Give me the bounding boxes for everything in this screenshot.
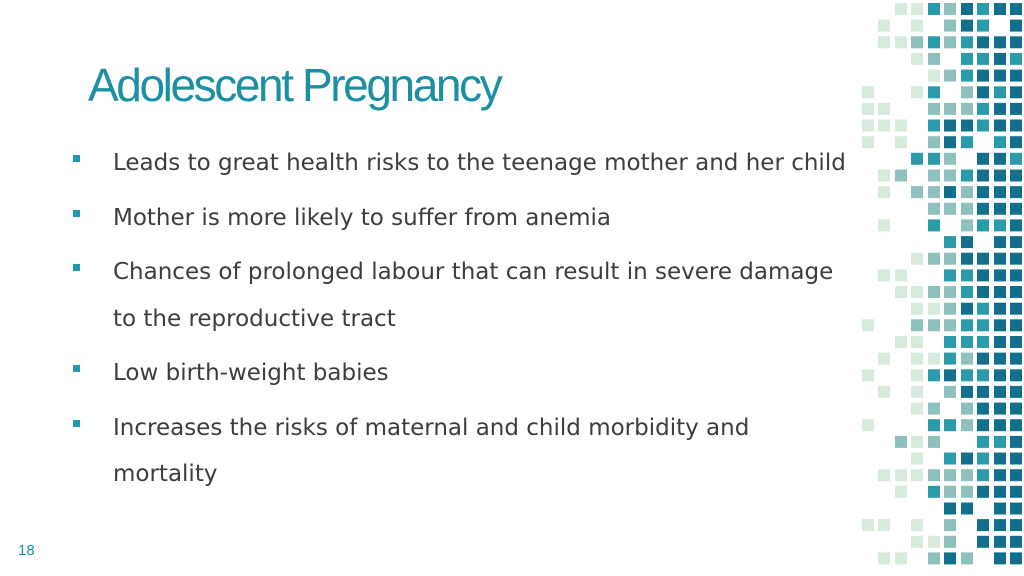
mosaic-tile xyxy=(928,136,940,148)
mosaic-tile xyxy=(944,120,956,132)
mosaic-tile xyxy=(961,403,973,415)
mosaic-tile xyxy=(878,353,890,365)
mosaic-tile xyxy=(928,419,940,431)
mosaic-tile xyxy=(928,319,940,331)
mosaic-tile xyxy=(928,469,940,481)
mosaic-tile xyxy=(911,403,923,415)
mosaic-tile xyxy=(977,70,989,82)
mosaic-tile xyxy=(994,103,1006,115)
mosaic-tile xyxy=(1010,236,1022,248)
mosaic-tile xyxy=(961,319,973,331)
mosaic-tile xyxy=(1010,203,1022,215)
mosaic-tile xyxy=(977,403,989,415)
mosaic-tile xyxy=(895,136,907,148)
mosaic-tile xyxy=(994,136,1006,148)
mosaic-tile xyxy=(961,36,973,48)
mosaic-tile xyxy=(928,103,940,115)
mosaic-tile xyxy=(895,170,907,182)
mosaic-tile xyxy=(961,70,973,82)
mosaic-tile xyxy=(961,236,973,248)
mosaic-tile xyxy=(862,319,874,331)
mosaic-tile xyxy=(1010,3,1022,15)
mosaic-tile xyxy=(944,303,956,315)
mosaic-tile xyxy=(878,519,890,531)
mosaic-tile xyxy=(961,20,973,32)
mosaic-tile xyxy=(911,36,923,48)
mosaic-tile xyxy=(862,519,874,531)
mosaic-tile xyxy=(878,269,890,281)
mosaic-tile xyxy=(977,219,989,231)
mosaic-tile xyxy=(994,419,1006,431)
mosaic-tile xyxy=(944,286,956,298)
mosaic-tile xyxy=(961,486,973,498)
mosaic-tile xyxy=(944,70,956,82)
mosaic-tile xyxy=(944,103,956,115)
mosaic-tile xyxy=(1010,536,1022,548)
mosaic-tile xyxy=(928,486,940,498)
mosaic-tile xyxy=(928,253,940,265)
mosaic-tile xyxy=(994,86,1006,98)
mosaic-tile xyxy=(944,386,956,398)
mosaic-tile xyxy=(911,286,923,298)
mosaic-tile xyxy=(1010,469,1022,481)
mosaic-tile xyxy=(944,419,956,431)
mosaic-tile xyxy=(961,219,973,231)
mosaic-tile xyxy=(1010,120,1022,132)
mosaic-tile xyxy=(961,170,973,182)
mosaic-tile xyxy=(944,536,956,548)
mosaic-tile xyxy=(911,369,923,381)
mosaic-tile xyxy=(1010,353,1022,365)
mosaic-tile xyxy=(994,286,1006,298)
mosaic-tile xyxy=(944,269,956,281)
mosaic-tile xyxy=(911,153,923,165)
mosaic-tile xyxy=(961,120,973,132)
mosaic-tile xyxy=(944,20,956,32)
mosaic-tile xyxy=(977,86,989,98)
mosaic-tile xyxy=(944,336,956,348)
mosaic-tile xyxy=(911,519,923,531)
mosaic-tile xyxy=(928,369,940,381)
mosaic-tile xyxy=(928,186,940,198)
mosaic-tile xyxy=(862,103,874,115)
mosaic-tile xyxy=(977,469,989,481)
mosaic-tile xyxy=(994,186,1006,198)
mosaic-tile xyxy=(928,552,940,564)
bullet-text: Leads to great health risks to the teenage mother and her child xyxy=(113,150,846,176)
mosaic-tile xyxy=(944,453,956,465)
mosaic-tile xyxy=(928,3,940,15)
mosaic-tile xyxy=(944,486,956,498)
mosaic-tile xyxy=(911,303,923,315)
mosaic-tile xyxy=(878,219,890,231)
mosaic-tile xyxy=(895,436,907,448)
mosaic-tile xyxy=(878,469,890,481)
mosaic-tile xyxy=(961,186,973,198)
mosaic-tile xyxy=(977,536,989,548)
mosaic-tile xyxy=(994,153,1006,165)
mosaic-tile xyxy=(1010,136,1022,148)
mosaic-tile xyxy=(911,536,923,548)
mosaic-tile xyxy=(961,353,973,365)
mosaic-tile xyxy=(911,436,923,448)
mosaic-tile xyxy=(1010,319,1022,331)
page-number: 18 xyxy=(18,542,35,559)
mosaic-tile xyxy=(961,419,973,431)
mosaic-tile xyxy=(895,36,907,48)
mosaic-tile xyxy=(994,486,1006,498)
mosaic-tile xyxy=(928,219,940,231)
mosaic-tile xyxy=(1010,170,1022,182)
mosaic-tile xyxy=(928,536,940,548)
mosaic-tile xyxy=(928,203,940,215)
mosaic-tile xyxy=(1010,486,1022,498)
mosaic-tile xyxy=(911,86,923,98)
mosaic-tile xyxy=(961,253,973,265)
mosaic-tile xyxy=(895,120,907,132)
mosaic-tile xyxy=(994,503,1006,515)
mosaic-tile xyxy=(928,36,940,48)
mosaic-tile xyxy=(944,319,956,331)
mosaic-tile xyxy=(1010,186,1022,198)
mosaic-tile xyxy=(1010,86,1022,98)
mosaic-tile xyxy=(977,369,989,381)
mosaic-tile xyxy=(1010,436,1022,448)
mosaic-tile xyxy=(944,203,956,215)
mosaic-tile xyxy=(977,269,989,281)
mosaic-tile xyxy=(944,3,956,15)
mosaic-tile xyxy=(944,153,956,165)
mosaic-tile xyxy=(994,552,1006,564)
mosaic-tile xyxy=(911,20,923,32)
mosaic-tile xyxy=(944,136,956,148)
bullet-text: Increases the risks of maternal and child morbidity and mortality xyxy=(113,414,750,487)
mosaic-tile xyxy=(911,353,923,365)
mosaic-tile xyxy=(944,186,956,198)
mosaic-tile xyxy=(944,469,956,481)
mosaic-tile xyxy=(977,120,989,132)
mosaic-tile xyxy=(994,469,1006,481)
mosaic-tile xyxy=(994,3,1006,15)
mosaic-tile xyxy=(977,36,989,48)
mosaic-tile xyxy=(911,3,923,15)
mosaic-tile xyxy=(977,453,989,465)
mosaic-tile xyxy=(944,353,956,365)
mosaic-tile xyxy=(977,253,989,265)
mosaic-tile xyxy=(928,353,940,365)
mosaic-tile xyxy=(1010,552,1022,564)
mosaic-tile xyxy=(977,336,989,348)
mosaic-tile xyxy=(977,53,989,65)
mosaic-tile xyxy=(977,286,989,298)
mosaic-tile xyxy=(961,103,973,115)
mosaic-tile xyxy=(878,186,890,198)
mosaic-tile xyxy=(961,303,973,315)
mosaic-tile xyxy=(994,70,1006,82)
mosaic-tile xyxy=(862,86,874,98)
mosaic-tile xyxy=(944,236,956,248)
mosaic-tile xyxy=(878,552,890,564)
mosaic-tile xyxy=(994,319,1006,331)
mosaic-tile xyxy=(1010,403,1022,415)
mosaic-tile xyxy=(878,386,890,398)
mosaic-tile xyxy=(911,253,923,265)
mosaic-tile xyxy=(994,536,1006,548)
mosaic-tile xyxy=(944,36,956,48)
mosaic-tile xyxy=(961,336,973,348)
mosaic-tile xyxy=(895,486,907,498)
mosaic-tile xyxy=(961,552,973,564)
mosaic-tile xyxy=(961,503,973,515)
mosaic-tile xyxy=(928,53,940,65)
mosaic-tile xyxy=(895,286,907,298)
mosaic-tile xyxy=(994,236,1006,248)
mosaic-tile xyxy=(895,469,907,481)
mosaic-tile xyxy=(928,120,940,132)
mosaic-tile xyxy=(1010,336,1022,348)
bullet-text: Mother is more likely to suffer from anemia xyxy=(113,204,612,231)
mosaic-tile xyxy=(977,170,989,182)
mosaic-tile xyxy=(928,303,940,315)
mosaic-tile xyxy=(928,153,940,165)
mosaic-tile xyxy=(1010,386,1022,398)
mosaic-tile xyxy=(977,353,989,365)
mosaic-tile xyxy=(944,253,956,265)
mosaic-tile xyxy=(1010,36,1022,48)
mosaic-tile xyxy=(1010,103,1022,115)
mosaic-tile xyxy=(895,336,907,348)
mosaic-tile xyxy=(1010,303,1022,315)
mosaic-tile xyxy=(1010,70,1022,82)
mosaic-tile xyxy=(944,170,956,182)
mosaic-tile xyxy=(1010,53,1022,65)
mosaic-tile xyxy=(862,120,874,132)
mosaic-tile xyxy=(1010,369,1022,381)
mosaic-tile xyxy=(994,219,1006,231)
mosaic-tile xyxy=(961,286,973,298)
mosaic-tile xyxy=(977,103,989,115)
mosaic-tile xyxy=(1010,503,1022,515)
mosaic-tile xyxy=(878,120,890,132)
mosaic-tile xyxy=(994,386,1006,398)
mosaic-tile xyxy=(862,136,874,148)
mosaic-tile xyxy=(895,552,907,564)
mosaic-tile xyxy=(961,386,973,398)
mosaic-tile xyxy=(878,103,890,115)
mosaic-tile xyxy=(1010,269,1022,281)
mosaic-tile xyxy=(928,170,940,182)
mosaic-tile xyxy=(928,86,940,98)
mosaic-tile xyxy=(994,53,1006,65)
mosaic-tile xyxy=(994,170,1006,182)
mosaic-tile xyxy=(961,203,973,215)
mosaic-tile xyxy=(994,436,1006,448)
mosaic-tile xyxy=(977,436,989,448)
mosaic-tile xyxy=(911,336,923,348)
mosaic-tile xyxy=(977,319,989,331)
mosaic-tile xyxy=(1010,253,1022,265)
mosaic-tile xyxy=(961,3,973,15)
mosaic-tile xyxy=(977,20,989,32)
mosaic-tile xyxy=(977,203,989,215)
mosaic-tile xyxy=(944,369,956,381)
mosaic-tile xyxy=(961,369,973,381)
mosaic-tile xyxy=(1010,519,1022,531)
bullet-text: Low birth-weight babies xyxy=(113,360,389,386)
mosaic-tile xyxy=(1010,286,1022,298)
mosaic-tile xyxy=(1010,453,1022,465)
mosaic-tile xyxy=(977,419,989,431)
mosaic-tile xyxy=(961,136,973,148)
mosaic-tile xyxy=(944,519,956,531)
mosaic-tile xyxy=(928,286,940,298)
mosaic-tile xyxy=(961,453,973,465)
mosaic-tile xyxy=(895,3,907,15)
mosaic-tile xyxy=(961,269,973,281)
mosaic-tile xyxy=(961,53,973,65)
mosaic-tile xyxy=(961,469,973,481)
mosaic-tile xyxy=(911,186,923,198)
mosaic-tile xyxy=(878,36,890,48)
mosaic-tile xyxy=(994,269,1006,281)
mosaic-tile xyxy=(994,453,1006,465)
mosaic-tile xyxy=(977,519,989,531)
mosaic-tile xyxy=(895,269,907,281)
mosaic-tile xyxy=(1010,153,1022,165)
mosaic-tile xyxy=(1010,419,1022,431)
mosaic-tile xyxy=(994,253,1006,265)
mosaic-tile xyxy=(994,36,1006,48)
mosaic-tile xyxy=(977,486,989,498)
mosaic-tile xyxy=(977,386,989,398)
mosaic-tile xyxy=(878,20,890,32)
mosaic-tile xyxy=(911,53,923,65)
mosaic-tile xyxy=(994,353,1006,365)
mosaic-tile xyxy=(911,469,923,481)
mosaic-tile xyxy=(994,369,1006,381)
mosaic-tile xyxy=(928,403,940,415)
mosaic-tile xyxy=(862,419,874,431)
mosaic-tile xyxy=(1010,219,1022,231)
mosaic-tile xyxy=(928,70,940,82)
mosaic-tile xyxy=(994,519,1006,531)
mosaic-tile xyxy=(944,503,956,515)
mosaic-tile xyxy=(994,203,1006,215)
slide-title: Adolescent Pregnancy xyxy=(88,59,501,111)
bullet-text: Chances of prolonged labour that can result in severe damage to the reproductive tract xyxy=(113,259,834,332)
mosaic-tile xyxy=(977,186,989,198)
mosaic-tile xyxy=(977,153,989,165)
mosaic-tile xyxy=(878,170,890,182)
mosaic-tile xyxy=(944,552,956,564)
mosaic-tile xyxy=(911,386,923,398)
mosaic-tile xyxy=(977,303,989,315)
mosaic-tile xyxy=(911,319,923,331)
mosaic-tile xyxy=(994,403,1006,415)
mosaic-tile xyxy=(862,369,874,381)
mosaic-tile xyxy=(928,436,940,448)
mosaic-tile xyxy=(994,120,1006,132)
mosaic-tile xyxy=(911,453,923,465)
mosaic-tile xyxy=(1010,20,1022,32)
mosaic-tile xyxy=(977,3,989,15)
mosaic-tile xyxy=(994,336,1006,348)
mosaic-tile xyxy=(994,303,1006,315)
mosaic-tile xyxy=(961,86,973,98)
